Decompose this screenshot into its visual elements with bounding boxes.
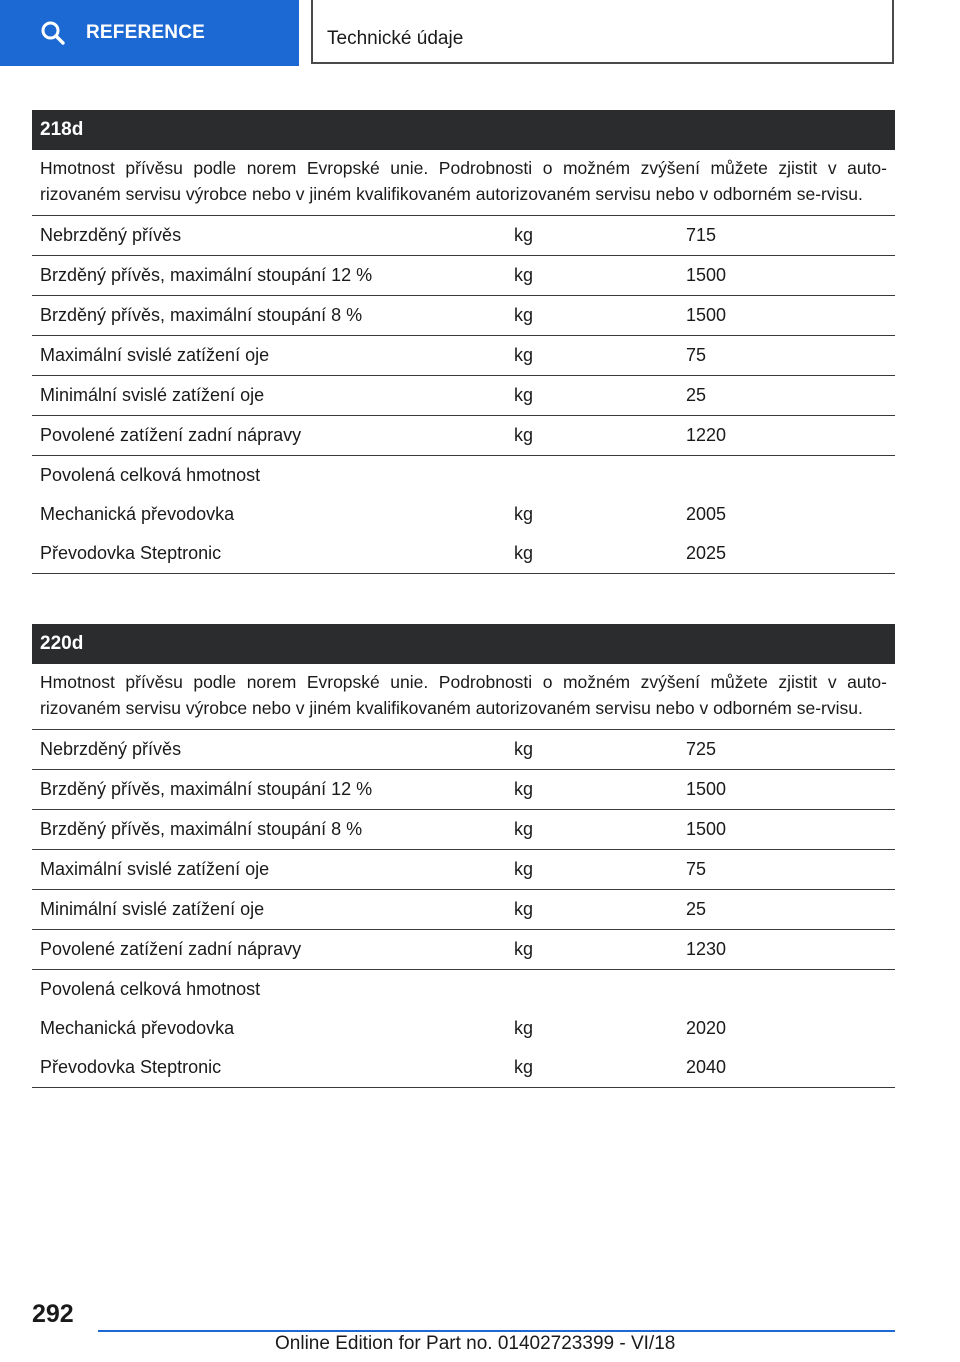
row-label: Nebrzděný přívěs [40, 739, 182, 759]
row-value: 1220 [686, 425, 727, 445]
section-heading: 220d [32, 624, 895, 664]
row-unit: kg [514, 819, 534, 839]
row-value: 2005 [686, 504, 727, 524]
row-unit: kg [514, 345, 534, 365]
row-unit: kg [514, 1018, 534, 1038]
row-value: 2020 [686, 1018, 727, 1038]
row-unit: kg [514, 225, 534, 245]
row-value: 2025 [686, 543, 727, 563]
table-row [32, 534, 895, 574]
row-label: Brzděný přívěs, maximální stoupání 8 % [40, 819, 363, 839]
row-value: 1230 [686, 939, 727, 959]
table-row [32, 336, 895, 376]
row-value: 2040 [686, 1057, 727, 1077]
section-heading: 218d [32, 110, 895, 150]
table-row [32, 730, 895, 770]
table-row [32, 416, 895, 456]
table-row [32, 216, 895, 256]
page-number: 292 [32, 1300, 74, 1328]
row-label: Převodovka Steptronic [40, 543, 222, 563]
edition-text: Online Edition for Part no. 01402723399 - VI/18 [275, 1333, 676, 1354]
table-row [32, 850, 895, 890]
row-unit: kg [514, 543, 534, 563]
section-description: Hmotnost přívěsu podle norem Evropské unie. Podrobnosti o možném zvýšení můžete zjistit v auto-rizovaném servisu výrobce nebo v jiném kvalifikovaném autorizovaném servisu nebo v odborném se-rvisu. [32, 150, 895, 216]
row-value: 25 [686, 385, 707, 405]
row-label: Mechanická převodovka [40, 1018, 235, 1038]
chapter-title: Technické údaje [327, 28, 464, 49]
group-header-row [32, 456, 895, 495]
row-label: Povolené zatížení zadní nápravy [40, 425, 302, 445]
row-label: Minimální svislé zatížení oje [40, 899, 265, 919]
chapter-title-tab [311, 0, 894, 64]
row-unit: kg [514, 779, 534, 799]
spec-section-220d [32, 624, 895, 1088]
group-label: Povolená celková hmotnost [40, 979, 261, 999]
table-row [32, 1009, 895, 1048]
row-label: Maximální svislé zatížení oje [40, 859, 270, 879]
row-unit: kg [514, 939, 534, 959]
table-row [32, 890, 895, 930]
table-row [32, 376, 895, 416]
row-value: 1500 [686, 819, 727, 839]
row-label: Maximální svislé zatížení oje [40, 345, 270, 365]
footer-divider [98, 1330, 895, 1332]
row-value: 1500 [686, 265, 727, 285]
row-value: 25 [686, 899, 707, 919]
page-header [0, 0, 960, 66]
table-row [32, 495, 895, 534]
group-label: Povolená celková hmotnost [40, 465, 261, 485]
row-unit: kg [514, 504, 534, 524]
spec-section-218d [32, 110, 895, 574]
table-row [32, 256, 895, 296]
group-header-row [32, 970, 895, 1009]
row-label: Brzděný přívěs, maximální stoupání 12 % [40, 265, 373, 285]
reference-label: REFERENCE [86, 22, 205, 43]
row-label: Minimální svislé zatížení oje [40, 385, 265, 405]
table-row [32, 296, 895, 336]
row-unit: kg [514, 385, 534, 405]
reference-tab[interactable] [0, 0, 299, 66]
row-value: 1500 [686, 305, 727, 325]
row-label: Brzděný přívěs, maximální stoupání 8 % [40, 305, 363, 325]
row-label: Nebrzděný přívěs [40, 225, 182, 245]
row-value: 1500 [686, 779, 727, 799]
row-unit: kg [514, 739, 534, 759]
row-unit: kg [514, 899, 534, 919]
row-value: 725 [686, 739, 717, 759]
row-value: 75 [686, 345, 707, 365]
row-unit: kg [514, 305, 534, 325]
search-icon [40, 20, 66, 46]
row-value: 715 [686, 225, 717, 245]
row-label: Brzděný přívěs, maximální stoupání 12 % [40, 779, 373, 799]
row-label: Převodovka Steptronic [40, 1057, 222, 1077]
row-unit: kg [514, 265, 534, 285]
row-unit: kg [514, 859, 534, 879]
table-row [32, 770, 895, 810]
table-row [32, 1048, 895, 1088]
section-description: Hmotnost přívěsu podle norem Evropské unie. Podrobnosti o možném zvýšení můžete zjistit v auto-rizovaném servisu výrobce nebo v jiném kvalifikovaném autorizovaném servisu nebo v odborném se-rvisu. [32, 664, 895, 730]
table-row [32, 930, 895, 970]
row-value: 75 [686, 859, 707, 879]
row-label: Mechanická převodovka [40, 504, 235, 524]
row-unit: kg [514, 425, 534, 445]
table-row [32, 810, 895, 850]
row-label: Povolené zatížení zadní nápravy [40, 939, 302, 959]
row-unit: kg [514, 1057, 534, 1077]
